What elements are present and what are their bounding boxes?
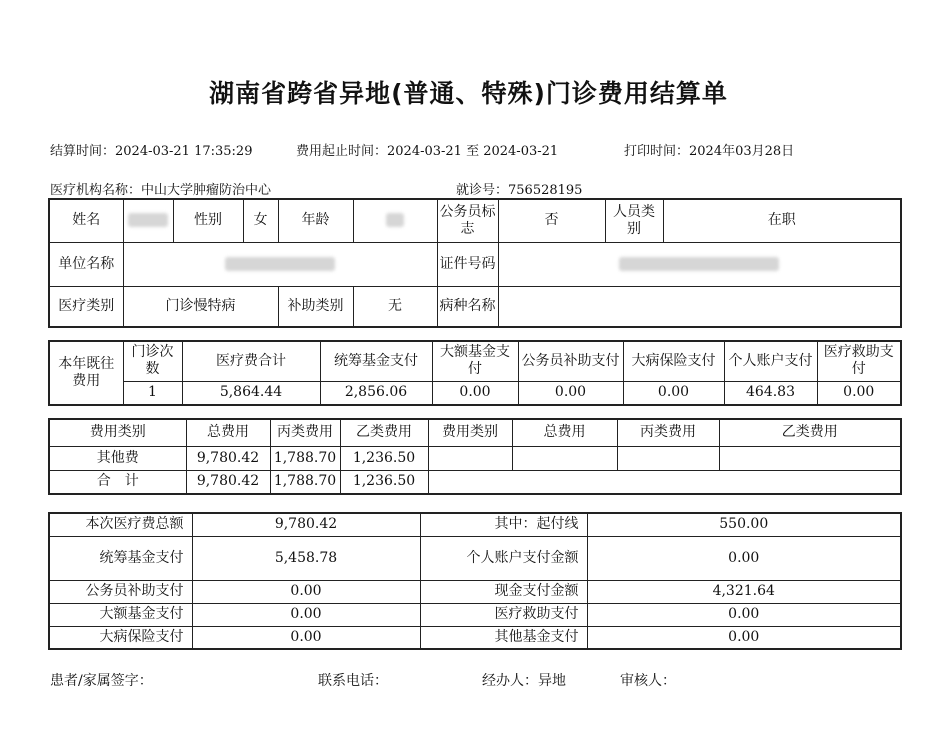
civil-subsidy-value: 0.00 — [192, 580, 420, 603]
id-value — [498, 242, 901, 286]
fee-cell: 9,780.42 — [186, 446, 270, 470]
age-label: 年龄 — [278, 199, 353, 242]
ytd-value: 0.00 — [817, 381, 901, 405]
ytd-value: 0.00 — [623, 381, 724, 405]
age-value — [353, 199, 437, 242]
fee-header: 丙类费用 — [270, 419, 340, 446]
reviewer-label: 审核人： — [620, 673, 676, 689]
settle-time: 结算时间：2024-03-21 17:35:29 — [50, 144, 253, 159]
gender-value: 女 — [243, 199, 278, 242]
civil-subsidy-label: 公务员补助支付 — [49, 580, 192, 603]
other-fund-label: 其他基金支付 — [420, 626, 587, 649]
redacted-mark — [619, 257, 779, 271]
med-type-value: 门诊慢特病 — [123, 286, 278, 327]
fee-cell: 其他费 — [49, 446, 186, 470]
handler-label: 经办人：异地 — [482, 673, 566, 689]
subsidy-value: 无 — [353, 286, 437, 327]
ytd-header: 门诊次数 — [123, 341, 182, 381]
cash-label: 现金支付金额 — [420, 580, 587, 603]
serious-illness-value: 0.00 — [192, 626, 420, 649]
large-fund-label: 大额基金支付 — [49, 603, 192, 626]
total-label: 本次医疗费总额 — [49, 513, 192, 536]
redacted-mark — [225, 257, 335, 271]
phone-label: 联系电话： — [318, 673, 388, 689]
fee-cell: 1,236.50 — [340, 470, 428, 494]
fee-cell — [512, 446, 617, 470]
redacted-mark — [128, 213, 168, 227]
fee-cell: 合 计 — [49, 470, 186, 494]
ytd-header: 医疗费合计 — [182, 341, 320, 381]
aid-label: 医疗救助支付 — [420, 603, 587, 626]
signature-label: 患者/家属签字： — [50, 673, 153, 689]
fee-header: 总费用 — [186, 419, 270, 446]
civil-value: 否 — [498, 199, 605, 242]
gender-label: 性别 — [173, 199, 243, 242]
patient-info-table — [48, 198, 902, 328]
fee-header: 费用类别 — [428, 419, 512, 446]
table-row — [49, 446, 901, 470]
ytd-value: 2,856.06 — [320, 381, 432, 405]
aid-value: 0.00 — [587, 603, 901, 626]
fee-header: 乙类费用 — [340, 419, 428, 446]
person-type-value: 在职 — [663, 199, 901, 242]
fund-value: 5,458.78 — [192, 536, 420, 580]
fee-header: 费用类别 — [49, 419, 186, 446]
subsidy-label: 补助类别 — [278, 286, 353, 327]
disease-label: 病种名称 — [437, 286, 498, 327]
ytd-header: 大病保险支付 — [623, 341, 724, 381]
fund-label: 统筹基金支付 — [49, 536, 192, 580]
ytd-value: 0.00 — [432, 381, 518, 405]
cash-value: 4,321.64 — [587, 580, 901, 603]
summary-table — [48, 512, 902, 650]
ytd-header: 公务员补助支付 — [518, 341, 623, 381]
page-title: 湖南省跨省异地(普通、特殊)门诊费用结算单 — [209, 79, 728, 108]
total-value: 9,780.42 — [192, 513, 420, 536]
ytd-row-label: 本年既往费用 — [49, 341, 123, 405]
personal-label: 个人账户支付金额 — [420, 536, 587, 580]
redacted-mark — [386, 213, 404, 227]
deductible-value: 550.00 — [587, 513, 901, 536]
institution-name: 医疗机构名称：中山大学肿瘤防治中心 — [50, 183, 272, 198]
ytd-table — [48, 340, 902, 406]
med-type-label: 医疗类别 — [49, 286, 123, 327]
fee-header: 丙类费用 — [617, 419, 719, 446]
ytd-value: 0.00 — [518, 381, 623, 405]
name-value — [123, 199, 173, 242]
fee-period: 费用起止时间：2024-03-21 至 2024-03-21 — [296, 144, 559, 159]
civil-label: 公务员标志 — [437, 199, 498, 242]
fee-cell: 1,788.70 — [270, 470, 340, 494]
ytd-value: 1 — [123, 381, 182, 405]
table-row — [49, 470, 901, 494]
serious-illness-label: 大病保险支付 — [49, 626, 192, 649]
fee-cell: 1,236.50 — [340, 446, 428, 470]
unit-value — [123, 242, 437, 286]
ytd-header: 个人账户支付 — [724, 341, 817, 381]
fee-cell — [428, 470, 901, 494]
ytd-header: 统筹基金支付 — [320, 341, 432, 381]
visit-number: 就诊号：756528195 — [456, 183, 583, 198]
fee-header: 乙类费用 — [719, 419, 901, 446]
fee-cell — [617, 446, 719, 470]
name-label: 姓名 — [49, 199, 123, 242]
ytd-value: 464.83 — [724, 381, 817, 405]
ytd-header: 大额基金支付 — [432, 341, 518, 381]
other-fund-value: 0.00 — [587, 626, 901, 649]
unit-label: 单位名称 — [49, 242, 123, 286]
fee-header: 总费用 — [512, 419, 617, 446]
fee-cell — [428, 446, 512, 470]
fee-cell — [719, 446, 901, 470]
print-time: 打印时间：2024年03月28日 — [624, 144, 795, 159]
id-label: 证件号码 — [437, 242, 498, 286]
person-type-label: 人员类别 — [605, 199, 663, 242]
ytd-header: 医疗救助支付 — [817, 341, 901, 381]
large-fund-value: 0.00 — [192, 603, 420, 626]
fee-cell: 1,788.70 — [270, 446, 340, 470]
deductible-label: 其中：起付线 — [420, 513, 587, 536]
disease-value — [498, 286, 901, 327]
fee-category-table — [48, 418, 902, 495]
ytd-value: 5,864.44 — [182, 381, 320, 405]
fee-cell: 9,780.42 — [186, 470, 270, 494]
personal-value: 0.00 — [587, 536, 901, 580]
